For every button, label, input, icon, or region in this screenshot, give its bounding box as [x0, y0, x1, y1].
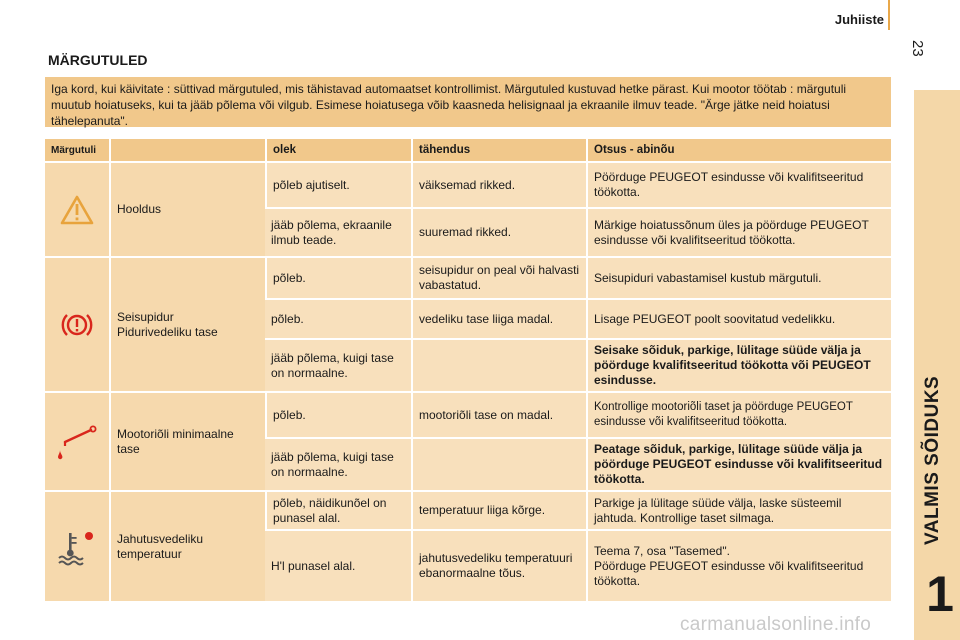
icon-cell	[45, 492, 109, 601]
meaning-cell: jahutusvedeliku temperatuuri ebanormaalne tõus.	[411, 531, 586, 601]
action-cell: Seisake sõiduk, parkige, lülitage süüde välja ja pöörduge kvalifitseeritud töökotta või PEUGEOT esindusse.	[586, 340, 891, 391]
state-cell: põleb, näidikunõel on punasel alal.	[265, 492, 411, 529]
meaning-cell: temperatuur liiga kõrge.	[411, 492, 586, 529]
table-header-row	[45, 139, 891, 161]
state-cell: H'l punasel alal.	[265, 531, 411, 601]
meaning-cell: suuremad rikked.	[411, 209, 586, 256]
meaning-cell: seisupidur on peal või halvasti vabastatud.	[411, 258, 586, 298]
action-cell: Kontrollige mootoriõli taset ja pöörduge PEUGEOT esindusse või kvalifitseeritud töökotta.	[586, 393, 891, 437]
action-cell: Pöörduge PEUGEOT esindusse või kvalifitseeritud töökotta.	[586, 163, 891, 207]
lamp-name: Mootoriõli minimaalne tase	[109, 393, 265, 490]
icon-cell	[45, 393, 109, 490]
header-action: Otsus - abinõu	[586, 139, 891, 161]
meaning-cell	[411, 340, 586, 391]
state-cell: jääb põlema, kuigi tase on normaalne.	[265, 439, 411, 490]
table-row	[45, 258, 891, 298]
lamp-name: Seisupidur Pidurivedeliku tase	[109, 258, 265, 391]
state-cell: jääb põlema, kuigi tase on normaalne.	[265, 340, 411, 391]
lamp-name: Jahutusvedeliku temperatuur	[109, 492, 265, 601]
section-title: MÄRGUTULED	[48, 52, 148, 68]
meaning-cell: mootoriõli tase on madal.	[411, 393, 586, 437]
side-tab-title: VALMIS SÕIDUKS	[922, 375, 943, 545]
icon-cell	[45, 163, 109, 256]
oil-level-icon	[55, 422, 99, 462]
chapter-number: 1	[926, 566, 954, 622]
state-cell: jääb põlema, ekraanile ilmub teade.	[265, 209, 411, 256]
meaning-cell	[411, 439, 586, 490]
action-cell: Märkige hoiatussõnum üles ja pöörduge PEUGEOT esindusse või kvalifitseeritud töökotta.	[586, 209, 891, 256]
header-state: olek	[265, 139, 411, 161]
header-rule	[888, 0, 890, 30]
lamp-name: Hooldus	[109, 163, 265, 256]
header-lamp: Märgutuli	[45, 139, 109, 161]
state-cell: põleb.	[265, 393, 411, 437]
brake-warning-icon	[60, 310, 94, 340]
table-row	[45, 492, 891, 529]
state-cell: põleb.	[265, 258, 411, 298]
table-row	[45, 393, 891, 437]
coolant-temperature-icon	[53, 527, 101, 567]
meaning-cell: vedeliku tase liiga madal.	[411, 300, 586, 338]
action-cell: Peatage sõiduk, parkige, lülitage süüde välja ja pöörduge PEUGEOT esindusse või kvalifitseeritud töökotta.	[586, 439, 891, 490]
meaning-cell: väiksemad rikked.	[411, 163, 586, 207]
action-cell: Teema 7, osa "Tasemed". Pöörduge PEUGEOT esindusse või kvalifitseeritud töökotta.	[586, 531, 891, 601]
header-name	[109, 139, 265, 161]
table-row	[45, 163, 891, 207]
intro-box: Iga kord, kui käivitate : süttivad märgutuled, mis tähistavad automaatset kontrollimist. Märgutuled kustuvad hetke pärast. Kui mootor töötab : märgutuli muutub hoiatuseks, kui ta jääb põlema või vilgub. Esimese hoiatusega võib kaasneda helisignaal ja ekraanile ilmuv teade. "Ärge jätke neid hoiatusi tähelepanuta".	[45, 77, 891, 127]
state-cell: põleb.	[265, 300, 411, 338]
action-cell: Seisupiduri vabastamisel kustub märgutuli.	[586, 258, 891, 298]
watermark: carmanualsonline.info	[680, 614, 872, 635]
action-cell: Parkige ja lülitage süüde välja, laske süsteemil jahtuda. Kontrollige taset silmaga.	[586, 492, 891, 529]
action-cell: Lisage PEUGEOT poolt soovitatud vedelikku.	[586, 300, 891, 338]
service-warning-icon	[60, 194, 94, 226]
state-cell: põleb ajutiselt.	[265, 163, 411, 207]
chapter-label: Juhiiste	[834, 12, 884, 27]
icon-cell	[45, 258, 109, 391]
page-number: 23	[909, 40, 926, 57]
warning-lights-table	[45, 137, 891, 603]
header-meaning: tähendus	[411, 139, 586, 161]
